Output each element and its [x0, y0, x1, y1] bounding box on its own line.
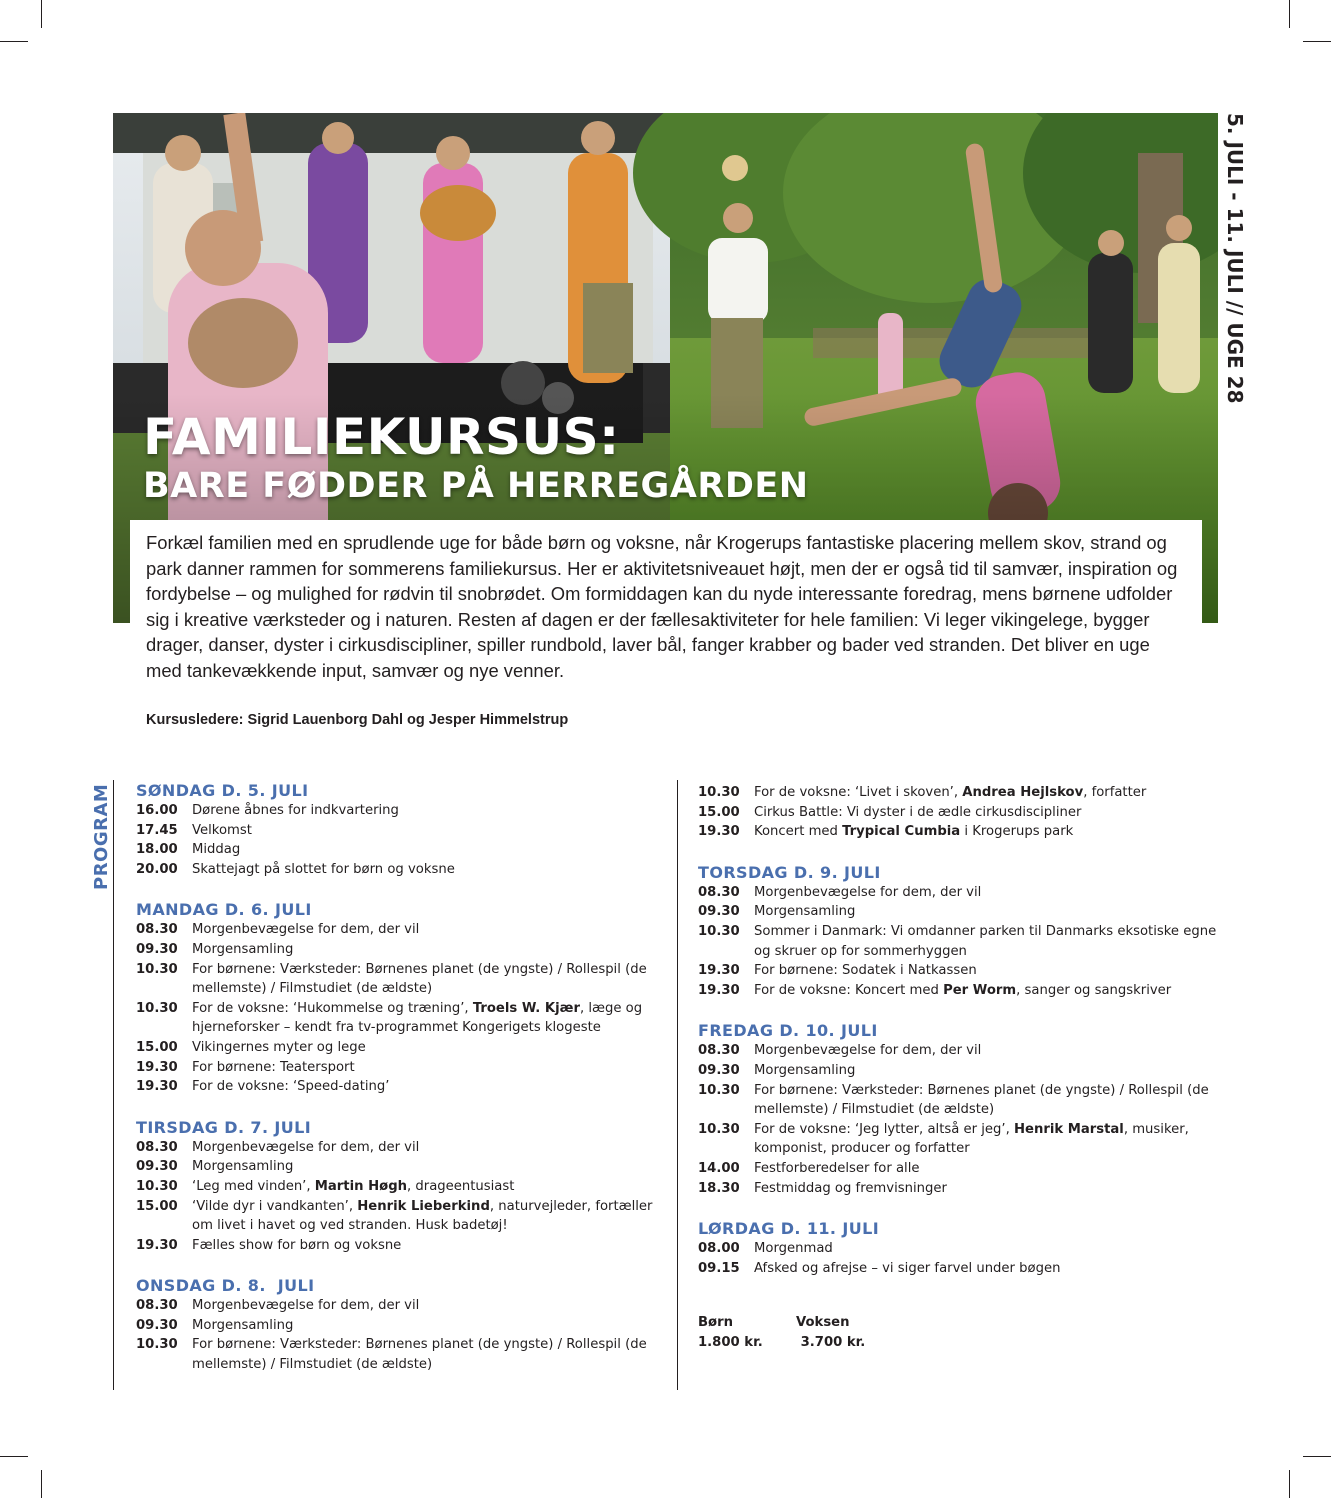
schedule-item	[136, 920, 656, 940]
schedule-text: Afsked og afrejse – vi siger farvel under bøgen	[754, 1260, 1061, 1276]
schedule-description	[192, 1138, 656, 1158]
schedule-description	[192, 1058, 656, 1078]
schedule-text: Vikingernes myter og lege	[192, 1039, 366, 1055]
schedule-text: For de voksne: Koncert med	[754, 982, 944, 998]
day-heading: SØNDAG D. 5. JULI	[136, 781, 309, 800]
schedule-item	[698, 803, 1218, 823]
schedule-text: Sommer i Danmark: Vi omdanner parken til Danmarks eksotiske egne og skruer op for sommerhyggen	[754, 923, 1217, 959]
schedule-item	[698, 1259, 1218, 1279]
schedule-text: Morgensamling	[754, 1062, 856, 1078]
schedule-text: For de voksne: ‘Speed-dating’	[192, 1079, 390, 1095]
schedule-description	[192, 801, 656, 821]
schedule-item	[698, 1061, 1218, 1081]
schedule-item	[698, 1179, 1218, 1199]
schedule-text: For børnene: Værksteder: Børnenes planet (de yngste) / Rollespil (de mellemste) / Filmstudiet (de ældste)	[192, 961, 647, 997]
schedule-item	[136, 960, 656, 999]
schedule-item	[136, 840, 656, 860]
schedule-text: Koncert med	[754, 824, 843, 840]
schedule-description	[192, 920, 656, 940]
schedule-item	[136, 1138, 656, 1158]
schedule-text: , naturvejleder, fortæller om livet i havet og ved stranden. Husk badetøj!	[192, 1198, 653, 1234]
schedule-text: For de voksne: ‘Hukommelse og træning’,	[192, 1000, 473, 1016]
schedule-time: 08.00	[698, 1241, 740, 1257]
schedule-text: , musiker, komponist, producer og forfatter	[754, 1121, 1189, 1157]
schedule-text: For børnene: Sodatek i Natkassen	[754, 963, 977, 979]
crop-mark	[41, 0, 42, 28]
schedule-text: Velkomst	[192, 822, 252, 838]
price-adult-value: 3.700 kr.	[796, 1335, 866, 1350]
schedule-item	[698, 902, 1218, 922]
crop-mark	[1303, 1456, 1331, 1457]
speaker-name: Troels W. Kjær	[472, 1000, 580, 1016]
program-day	[698, 1219, 1218, 1278]
program-day	[136, 1118, 656, 1256]
schedule-time: 19.30	[698, 824, 740, 840]
schedule-text: Festmiddag og fremvisninger	[754, 1180, 947, 1196]
speaker-name: Henrik Marstal	[1013, 1121, 1124, 1137]
schedule-text: , læge og hjerneforsker – kendt fra tv-programmet Kongerigets klogeste	[192, 1000, 643, 1036]
schedule-item	[698, 783, 1218, 803]
schedule-item	[136, 1316, 656, 1336]
schedule-description	[754, 783, 1218, 803]
schedule-text: Morgenbevægelse for dem, der vil	[192, 922, 420, 938]
price-table	[698, 1313, 865, 1353]
schedule-time: 09.30	[136, 1159, 178, 1175]
schedule-description	[192, 1236, 656, 1256]
schedule-text: , sanger og sangskriver	[1016, 982, 1172, 998]
schedule-time: 19.30	[136, 1059, 178, 1075]
schedule-item	[698, 961, 1218, 981]
schedule-item	[698, 1081, 1218, 1120]
schedule-description	[192, 1077, 656, 1097]
schedule-description	[192, 1316, 656, 1336]
schedule-time: 19.30	[136, 1237, 178, 1253]
schedule-description	[192, 960, 656, 999]
schedule-time: 14.00	[698, 1160, 740, 1176]
schedule-description	[754, 1061, 1218, 1081]
schedule-time: 09.30	[698, 1062, 740, 1078]
schedule-description	[192, 1038, 656, 1058]
column-divider	[113, 780, 114, 1390]
program-day	[698, 1021, 1218, 1198]
schedule-text: For børnene: Værksteder: Børnenes planet (de yngste) / Rollespil (de mellemste) / Filmstudiet (de ældste)	[192, 1337, 647, 1373]
schedule-time: 10.30	[136, 1337, 178, 1353]
schedule-text: Morgenbevægelse for dem, der vil	[192, 1139, 420, 1155]
day-heading: MANDAG D. 6. JULI	[136, 900, 312, 920]
day-heading: FREDAG D. 10. JULI	[698, 1021, 878, 1041]
schedule-time: 08.30	[136, 922, 178, 938]
schedule-description	[754, 961, 1218, 981]
schedule-time: 16.00	[136, 803, 178, 818]
hero-headline	[143, 410, 809, 506]
speaker-name: Andrea Hejlskov	[962, 785, 1084, 800]
program-day	[136, 781, 656, 879]
course-leaders: Kursusledere: Sigrid Lauenborg Dahl og Jesper Himmelstrup	[146, 712, 569, 728]
schedule-text: Morgensamling	[192, 941, 294, 957]
schedule-time: 15.00	[698, 804, 740, 820]
schedule-item	[136, 1296, 656, 1316]
schedule-time: 18.30	[698, 1180, 740, 1196]
speaker-name: Trypical Cumbia	[842, 824, 961, 840]
schedule-time: 08.30	[136, 1298, 178, 1314]
price-child-label: Børn	[698, 1315, 734, 1330]
schedule-text: , drageentusiast	[407, 1178, 515, 1194]
day-heading: LØRDAG D. 11. JULI	[698, 1219, 880, 1239]
schedule-time: 20.00	[136, 861, 178, 877]
schedule-description	[192, 1197, 656, 1236]
schedule-description	[754, 1081, 1218, 1120]
schedule-description	[754, 1041, 1218, 1061]
price-child-value: 1.800 kr.	[698, 1335, 763, 1350]
schedule-description	[192, 1177, 656, 1197]
schedule-time: 10.30	[698, 785, 740, 800]
schedule-time: 08.30	[698, 884, 740, 900]
schedule-description	[192, 840, 656, 860]
schedule-description	[192, 821, 656, 841]
page-subtitle: BARE FØDDER PÅ HERREGÅRDEN	[143, 466, 809, 506]
schedule-item	[698, 981, 1218, 1001]
schedule-time: 09.15	[698, 1260, 740, 1276]
schedule-time: 08.30	[698, 1043, 740, 1059]
schedule-text: Morgenbevægelse for dem, der vil	[192, 1298, 420, 1314]
schedule-item	[136, 1058, 656, 1078]
schedule-item	[136, 1197, 656, 1236]
program-day	[136, 1276, 656, 1374]
schedule-description	[754, 1120, 1218, 1159]
price-adult-label: Voksen	[796, 1315, 850, 1330]
schedule-text: Fælles show for børn og voksne	[192, 1237, 402, 1253]
program-day	[136, 900, 656, 1096]
schedule-item	[136, 1177, 656, 1197]
schedule-item	[698, 922, 1218, 961]
schedule-item	[136, 821, 656, 841]
day-heading: ONSDAG D. 8. JULI	[136, 1276, 315, 1296]
schedule-time: 18.00	[136, 842, 178, 858]
crop-mark	[1303, 41, 1331, 42]
schedule-item	[136, 860, 656, 880]
schedule-description	[754, 922, 1218, 961]
day-heading: TORSDAG D. 9. JULI	[698, 862, 881, 882]
schedule-time: 10.30	[136, 961, 178, 977]
schedule-item	[698, 1239, 1218, 1259]
schedule-time: 10.30	[136, 1000, 178, 1016]
schedule-item	[136, 1077, 656, 1097]
program-column-left	[136, 781, 656, 1375]
schedule-text: Middag	[192, 842, 241, 858]
schedule-description	[192, 1296, 656, 1316]
schedule-time: 09.30	[136, 941, 178, 957]
crop-mark	[1289, 0, 1290, 28]
schedule-item	[136, 1038, 656, 1058]
schedule-time: 10.30	[698, 1121, 740, 1137]
schedule-text: Morgensamling	[754, 904, 856, 920]
schedule-time: 09.30	[136, 1317, 178, 1333]
schedule-text: For børnene: Teatersport	[192, 1059, 355, 1075]
schedule-text: , forfatter	[1083, 785, 1147, 800]
schedule-description	[192, 1335, 656, 1374]
crop-mark	[1289, 1470, 1290, 1498]
schedule-time: 10.30	[698, 1082, 740, 1098]
schedule-item	[698, 883, 1218, 903]
schedule-text: Morgenbevægelse for dem, der vil	[754, 884, 982, 900]
schedule-text: ‘Vilde dyr i vandkanten’,	[192, 1198, 358, 1214]
speaker-name: Martin Høgh	[314, 1178, 408, 1194]
schedule-text: i Krogerups park	[960, 824, 1074, 840]
schedule-text: For børnene: Værksteder: Børnenes planet (de yngste) / Rollespil (de mellemste) / Filmstudiet (de ældste)	[754, 1082, 1209, 1118]
schedule-time: 19.30	[136, 1079, 178, 1095]
schedule-description	[754, 1259, 1218, 1279]
schedule-description	[754, 883, 1218, 903]
schedule-description	[754, 902, 1218, 922]
schedule-description	[754, 822, 1218, 842]
schedule-description	[754, 1179, 1218, 1199]
schedule-time: 10.30	[136, 1178, 178, 1194]
schedule-text: Skattejagt på slottet for børn og voksne	[192, 861, 455, 877]
schedule-text: Morgenmad	[754, 1241, 833, 1257]
schedule-item	[698, 822, 1218, 842]
schedule-description	[754, 803, 1218, 823]
program-column-right	[698, 783, 1218, 1278]
price-value-row	[698, 1333, 865, 1353]
schedule-text: Morgensamling	[192, 1159, 294, 1175]
schedule-description	[192, 940, 656, 960]
schedule-time: 19.30	[698, 963, 740, 979]
program-label: PROGRAM	[91, 783, 112, 890]
schedule-item	[698, 1041, 1218, 1061]
schedule-time: 08.30	[136, 1139, 178, 1155]
schedule-description	[192, 860, 656, 880]
schedule-time: 19.30	[698, 982, 740, 998]
price-header-row	[698, 1313, 865, 1333]
schedule-time: 10.30	[698, 923, 740, 939]
schedule-text: Morgensamling	[192, 1317, 294, 1333]
crop-mark	[0, 41, 28, 42]
schedule-time: 17.45	[136, 822, 178, 838]
schedule-item	[698, 1159, 1218, 1179]
schedule-item	[136, 999, 656, 1038]
side-date-banner: 5. JULI - 11. JULI // UGE 28	[1223, 113, 1247, 404]
schedule-item	[136, 1236, 656, 1256]
schedule-description	[754, 981, 1218, 1001]
schedule-time: 09.30	[698, 904, 740, 920]
schedule-item	[136, 1335, 656, 1374]
schedule-description	[192, 1157, 656, 1177]
schedule-text: Festforberedelser for alle	[754, 1160, 920, 1176]
schedule-description	[192, 999, 656, 1038]
intro-text: Forkæl familien med en sprudlende uge for både børn og voksne, når Krogerups fantastiske placering mellem skov, strand og park danner rammen for sommerens familiekursus. Her er aktivitetsniveauet højt, men der er også tid til samvær, inspiration og fordybelse – og mulighed for rødvin til snobrødet. Om formiddagen kan du nyde interessante foredrag, mens børnene udfolder sig i kreative værksteder og i naturen. Resten af dagen er der fællesaktiviteter for hele familien: Vi leger vikingelege, bygger drager, danser, dyster i cirkusdiscipliner, spiller rundbold, laver bål, fanger krabber og bader ved stranden. Det bliver en uge med tankevækkende input, samvær og nye venner.	[130, 520, 1202, 688]
schedule-item	[136, 940, 656, 960]
schedule-text: For de voksne: ‘Jeg lytter, altså er jeg’,	[754, 1121, 1014, 1137]
schedule-description	[754, 1159, 1218, 1179]
schedule-time: 15.00	[136, 1039, 178, 1055]
schedule-item	[136, 1157, 656, 1177]
schedule-item	[698, 1120, 1218, 1159]
speaker-name: Per Worm	[943, 982, 1017, 998]
schedule-description	[754, 1239, 1218, 1259]
schedule-item	[136, 801, 656, 821]
schedule-text: For de voksne: ‘Livet i skoven’,	[754, 785, 963, 800]
schedule-time: 15.00	[136, 1198, 178, 1214]
page-title: FAMILIEKURSUS:	[143, 408, 620, 466]
schedule-text: ‘Leg med vinden’,	[192, 1178, 315, 1194]
column-divider	[677, 780, 678, 1390]
crop-mark	[0, 1456, 28, 1457]
speaker-name: Henrik Lieberkind	[357, 1198, 490, 1214]
schedule-text: Cirkus Battle: Vi dyster i de ædle cirkusdiscipliner	[754, 804, 1082, 820]
schedule-text: Morgenbevægelse for dem, der vil	[754, 1043, 982, 1059]
schedule-text: Dørene åbnes for indkvartering	[192, 803, 399, 818]
crop-mark	[41, 1470, 42, 1498]
day-heading: TIRSDAG D. 7. JULI	[136, 1117, 312, 1137]
program-day	[698, 783, 1218, 842]
program-day	[698, 863, 1218, 1001]
